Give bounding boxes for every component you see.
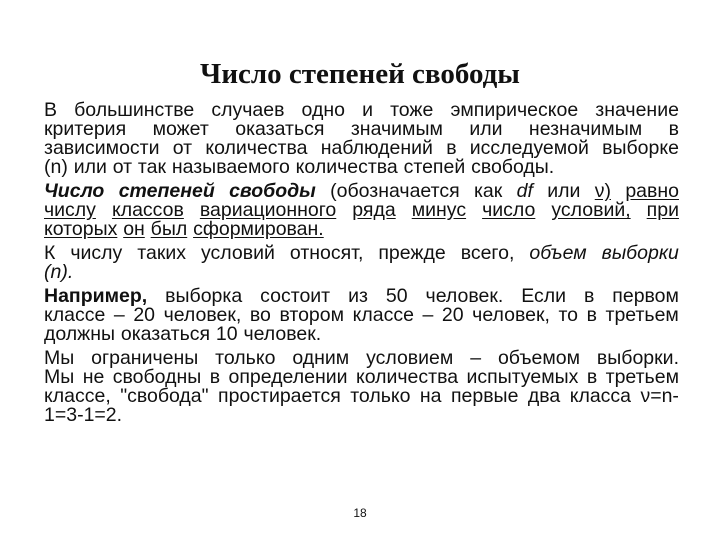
- word: 20: [441, 304, 464, 326]
- word: состоит: [260, 285, 331, 307]
- word: объем: [529, 242, 587, 264]
- word: сформирован.: [193, 218, 324, 240]
- paragraph: [44, 182, 679, 239]
- word: простирается: [218, 385, 341, 407]
- word: первые: [450, 385, 519, 407]
- word: должны: [44, 323, 116, 345]
- word: 20: [133, 304, 156, 326]
- word: К: [44, 242, 56, 264]
- word: от: [112, 156, 133, 178]
- word: классов: [111, 199, 184, 221]
- word: числу: [44, 199, 96, 221]
- slide-body: [44, 101, 679, 425]
- word: равно: [625, 180, 679, 202]
- word: которых: [44, 218, 118, 240]
- text-line: [44, 220, 679, 239]
- word: человек.: [243, 323, 322, 345]
- word: Число: [44, 180, 105, 202]
- word: прежде: [378, 242, 446, 264]
- word: Если: [521, 285, 567, 307]
- text-line: [44, 263, 679, 282]
- text-line: [44, 325, 679, 344]
- word: объемом: [497, 347, 581, 369]
- word: и: [362, 99, 373, 121]
- word: два: [527, 385, 561, 407]
- word: третьем: [605, 366, 679, 388]
- word: числу: [70, 242, 123, 264]
- word: минус: [411, 199, 467, 221]
- word: от: [172, 137, 193, 159]
- word: условий,: [551, 199, 631, 221]
- paragraph: [44, 101, 679, 177]
- word: класса: [569, 385, 632, 407]
- word: только: [215, 347, 276, 369]
- word: классе: [352, 304, 414, 326]
- word: число: [482, 199, 536, 221]
- word: определении: [228, 366, 348, 388]
- word: как: [473, 180, 503, 202]
- word: может: [152, 118, 209, 140]
- text-line: [44, 387, 679, 406]
- word: свободы.: [471, 156, 555, 178]
- word: так: [137, 156, 166, 178]
- word: количества: [205, 137, 308, 159]
- slide-title: Число степеней свободы: [200, 58, 520, 90]
- word: значимым: [350, 118, 443, 140]
- word: df: [516, 180, 533, 202]
- word: случаев: [211, 99, 285, 121]
- word: тоже: [390, 99, 434, 121]
- page-number: 18: [353, 506, 367, 520]
- word: в: [668, 118, 679, 140]
- word: (n): [44, 156, 68, 178]
- text-line: [44, 158, 679, 177]
- word: называемого: [171, 156, 290, 178]
- word: эмпирическое: [450, 99, 579, 121]
- word: человек.: [425, 285, 504, 307]
- word: или: [469, 118, 503, 140]
- word: количества: [355, 366, 459, 388]
- word: в: [583, 285, 595, 307]
- word: выборки.: [596, 347, 679, 369]
- word: исследуемой: [469, 137, 589, 159]
- word: одно: [301, 99, 345, 121]
- word: наблюдений: [320, 137, 433, 159]
- word: ограничены: [91, 347, 199, 369]
- word: свободны: [112, 366, 202, 388]
- word: он: [123, 218, 145, 240]
- word: оказаться: [120, 323, 211, 345]
- word: из: [348, 285, 368, 307]
- word: таких: [137, 242, 187, 264]
- word: в: [586, 366, 598, 388]
- word: –: [113, 304, 125, 326]
- word: ν=n-: [640, 385, 679, 407]
- word: во: [249, 304, 271, 326]
- paragraph: [44, 349, 679, 425]
- word: относят,: [289, 242, 364, 264]
- word: классе: [44, 304, 106, 326]
- word: Мы: [44, 366, 75, 388]
- word: то: [558, 304, 579, 326]
- word: В: [44, 99, 58, 121]
- text-line: [44, 406, 679, 425]
- word: значение: [595, 99, 679, 121]
- word: человек,: [163, 304, 242, 326]
- paragraph: [44, 244, 679, 282]
- word: –: [422, 304, 434, 326]
- word: при: [646, 199, 679, 221]
- word: критерия: [44, 118, 127, 140]
- word: или: [73, 156, 107, 178]
- word: только: [350, 385, 411, 407]
- text-line: [44, 244, 679, 263]
- word: на: [419, 385, 442, 407]
- word: втором: [279, 304, 345, 326]
- word: выборке: [602, 137, 679, 159]
- word: зависимости: [44, 137, 160, 159]
- word: ν): [594, 180, 611, 202]
- word: степей: [403, 156, 466, 178]
- paragraph: [44, 287, 679, 344]
- word: 10: [215, 323, 238, 345]
- word: свободы: [229, 180, 316, 202]
- word: большинстве: [74, 99, 195, 121]
- word: первом: [612, 285, 679, 307]
- word: 1=3-1=2.: [44, 404, 123, 426]
- word: Мы: [44, 347, 75, 369]
- word: 50: [385, 285, 408, 307]
- word: третьем: [605, 304, 679, 326]
- word: (обозначается: [330, 180, 460, 202]
- word: количества: [295, 156, 398, 178]
- word: "свобода": [120, 385, 209, 407]
- word: вариационного: [199, 199, 337, 221]
- word: одним: [292, 347, 350, 369]
- word: человек,: [472, 304, 550, 326]
- word: условий: [201, 242, 275, 264]
- word: в: [586, 304, 597, 326]
- word: всего,: [460, 242, 515, 264]
- word: был: [150, 218, 188, 240]
- word: степеней: [118, 180, 215, 202]
- word: оказаться: [235, 118, 325, 140]
- word: –: [470, 347, 482, 369]
- word: незначимым: [528, 118, 643, 140]
- word: ряда: [352, 199, 396, 221]
- word: не: [82, 366, 105, 388]
- word: Например,: [44, 285, 148, 307]
- word: или: [547, 180, 581, 202]
- word: в: [209, 366, 221, 388]
- word: выборки: [601, 242, 679, 264]
- word: (n).: [44, 261, 74, 283]
- word: испытуемых: [466, 366, 579, 388]
- word: условием: [366, 347, 454, 369]
- word: выборка: [165, 285, 243, 307]
- word: в: [446, 137, 457, 159]
- word: классе,: [44, 385, 111, 407]
